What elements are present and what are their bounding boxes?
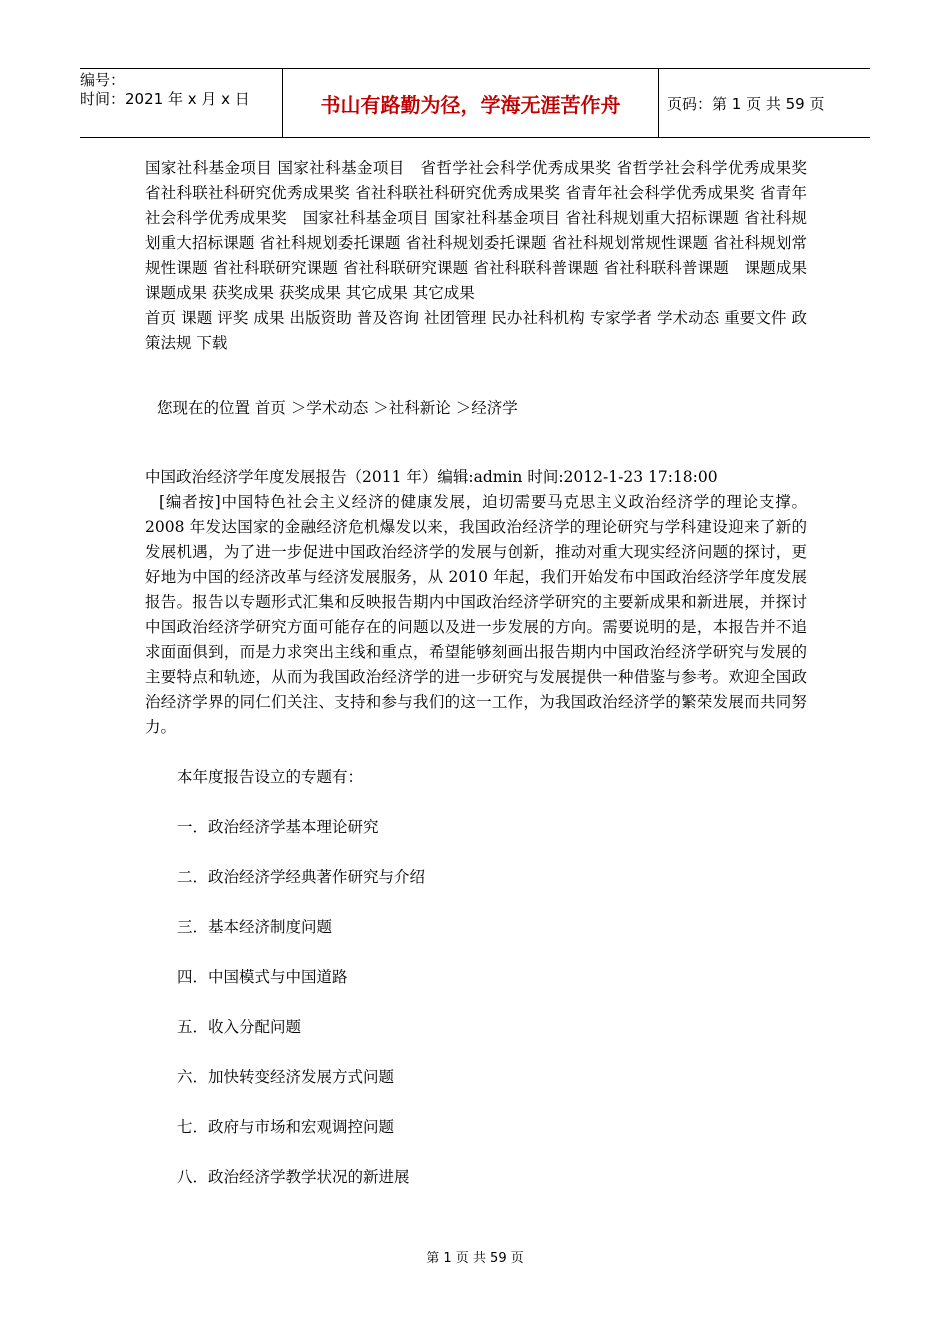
topic-item: 四．中国模式与中国道路	[177, 968, 348, 986]
document-body	[145, 156, 807, 1190]
header-page-info: 页码：第 1 页 共 59 页	[667, 94, 825, 113]
topic-item: 六．加快转变经济发展方式问题	[177, 1068, 395, 1086]
topic-item: 七．政府与市场和宏观调控问题	[177, 1118, 395, 1136]
breadcrumb: 您现在的位置 首页 ＞学术动态 ＞社科新论 ＞经济学	[157, 399, 518, 417]
time-label: 时间：2021 年 x 月 x 日	[80, 90, 250, 108]
topic-item: 一．政治经济学基本理论研究	[177, 818, 379, 836]
category-links[interactable]: 国家社科基金项目 国家社科基金项目 省哲学社会科学优秀成果奖 省哲学社会科学优秀成果奖 省社科联社科研究优秀成果奖 省社科联社科研究优秀成果奖 省青年社会科学优秀成果奖 省青年社会科学优秀成果奖 国家社科基金项目 国家社科基金项目 省社科规划重大招标课题 省社科规划重大招标课题 省社科规划委托课题 省社科规划委托课题 省社科规划常规性课题 省社科规划常规性课题 省社科联研究课题 省社科联研究课题 省社科联科普课题 省社科联科普课题 课题成果 课题成果 获奖成果 获奖成果 其它成果 其它成果	[145, 159, 807, 302]
header-motto: 书山有路勤为径，学海无涯苦作舟	[283, 69, 659, 137]
topic-item: 八．政治经济学教学状况的新进展	[177, 1168, 410, 1186]
main-nav[interactable]: 首页 课题 评奖 成果 出版资助 普及咨询 社团管理 民办社科机构 专家学者 学术动态 重要文件 政策法规 下载	[145, 309, 807, 352]
number-label: 编号：	[80, 71, 126, 89]
topics-intro: 本年度报告设立的专题有：	[177, 768, 364, 786]
page-footer: 第 1 页 共 59 页	[426, 1251, 524, 1266]
article-title-line: 中国政治经济学年度发展报告（2011 年）编辑:admin 时间:2012-1-23 17:18:00	[145, 468, 718, 486]
header-meta	[80, 69, 283, 137]
topic-item: 五．收入分配问题	[177, 1018, 302, 1036]
page-header	[80, 68, 870, 138]
topic-item: 三．基本经济制度问题	[177, 918, 333, 936]
topic-item: 二．政治经济学经典著作研究与介绍	[177, 868, 426, 886]
editor-note: [编者按]中国特色社会主义经济的健康发展，迫切需要马克思主义政治经济学的理论支撑。2008 年发达国家的金融经济危机爆发以来，我国政治经济学的理论研究与学科建设迎来了新的发展机遇，为了进一步促进中国政治经济学的发展与创新，推动对重大现实经济问题的探讨，更好地为中国的经济改革与经济发展服务，从 2010 年起，我们开始发布中国政治经济学年度发展报告。报告以专题形式汇集和反映报告期内中国政治经济学研究的主要新成果和新进展，并探讨中国政治经济学研究方面可能存在的问题以及进一步发展的方向。需要说明的是，本报告并不追求面面俱到，而是力求突出主线和重点，希望能够刻画出报告期内中国政治经济学研究与发展的主要特点和轨迹，从而为我国政治经济学的进一步研究与发展提供一种借鉴与参考。欢迎全国政治经济学界的同仁们关注、支持和参与我们的这一工作，为我国政治经济学的繁荣发展而共同努力。	[145, 493, 807, 736]
